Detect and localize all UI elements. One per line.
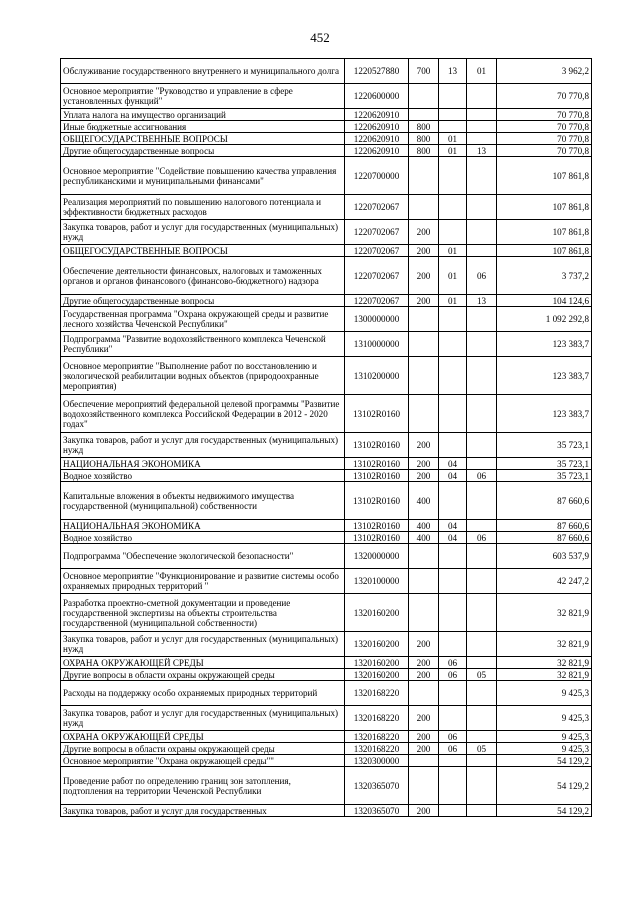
target-article-code-cell: 1320160200 — [345, 594, 409, 632]
item-name-cell: ОБЩЕГОСУДАРСТВЕННЫЕ ВОПРОСЫ — [61, 245, 345, 257]
subsection-cell — [467, 632, 497, 657]
table-row — [61, 755, 592, 767]
amount-cell: 70 770,8 — [497, 121, 592, 133]
item-name-cell: Государственная программа "Охрана окружающей среды и развитие лесного хозяйства Чеченской Республики" — [61, 307, 345, 332]
target-article-code-cell: 1320365070 — [345, 805, 409, 817]
amount-cell: 54 129,2 — [497, 767, 592, 805]
table-row — [61, 544, 592, 569]
target-article-code-cell: 1320168220 — [345, 743, 409, 755]
subsection-cell — [467, 133, 497, 145]
section-cell: 06 — [439, 669, 467, 681]
item-name-cell: Реализация мероприятий по повышению налогового потенциала и эффективности бюджетных расходов — [61, 195, 345, 220]
item-name-cell: Другие вопросы в области охраны окружающей среды — [61, 743, 345, 755]
amount-cell: 1 092 292,8 — [497, 307, 592, 332]
table-row — [61, 805, 592, 817]
amount-cell: 35 723,1 — [497, 458, 592, 470]
section-cell — [439, 569, 467, 594]
table-row — [61, 731, 592, 743]
table-row — [61, 594, 592, 632]
section-cell: 04 — [439, 470, 467, 482]
section-cell: 13 — [439, 59, 467, 84]
section-cell — [439, 544, 467, 569]
section-cell — [439, 594, 467, 632]
target-article-code-cell: 13102R0160 — [345, 458, 409, 470]
target-article-code-cell: 1320160200 — [345, 657, 409, 669]
item-name-cell: Водное хозяйство — [61, 532, 345, 544]
subsection-cell: 06 — [467, 257, 497, 295]
table-row — [61, 295, 592, 307]
subsection-cell — [467, 195, 497, 220]
subsection-cell — [467, 332, 497, 357]
table-row — [61, 669, 592, 681]
expense-type-cell: 200 — [409, 220, 439, 245]
target-article-code-cell: 1320168220 — [345, 681, 409, 706]
expense-type-cell — [409, 357, 439, 395]
subsection-cell — [467, 433, 497, 458]
target-article-code-cell: 1310200000 — [345, 357, 409, 395]
item-name-cell: Разработка проектно-сметной документации и проведение государственной экспертизы на объекты строительства государственной (муниципальной собственности) — [61, 594, 345, 632]
target-article-code-cell: 1220620910 — [345, 109, 409, 121]
amount-cell: 54 129,2 — [497, 805, 592, 817]
table-row — [61, 195, 592, 220]
item-name-cell: Закупка товаров, работ и услуг для государственных (муниципальных) нужд — [61, 433, 345, 458]
subsection-cell — [467, 220, 497, 245]
expense-type-cell: 200 — [409, 433, 439, 458]
target-article-code-cell: 1300000000 — [345, 307, 409, 332]
table-row — [61, 332, 592, 357]
subsection-cell — [467, 544, 497, 569]
table-row — [61, 520, 592, 532]
table-row — [61, 569, 592, 594]
item-name-cell: Закупка товаров, работ и услуг для государственных (муниципальных) нужд — [61, 632, 345, 657]
table-row — [61, 681, 592, 706]
expense-type-cell — [409, 109, 439, 121]
subsection-cell — [467, 395, 497, 433]
target-article-code-cell: 1320168220 — [345, 706, 409, 731]
subsection-cell: 06 — [467, 532, 497, 544]
target-article-code-cell: 1310000000 — [345, 332, 409, 357]
amount-cell: 107 861,8 — [497, 157, 592, 195]
amount-cell: 70 770,8 — [497, 109, 592, 121]
subsection-cell: 06 — [467, 470, 497, 482]
target-article-code-cell: 13102R0160 — [345, 395, 409, 433]
subsection-cell — [467, 121, 497, 133]
table-row — [61, 157, 592, 195]
subsection-cell — [467, 245, 497, 257]
target-article-code-cell: 1320000000 — [345, 544, 409, 569]
subsection-cell — [467, 805, 497, 817]
item-name-cell: Обслуживание государственного внутреннего и муниципального долга — [61, 59, 345, 84]
target-article-code-cell: 1220702067 — [345, 245, 409, 257]
table-row — [61, 767, 592, 805]
amount-cell: 32 821,9 — [497, 594, 592, 632]
section-cell: 04 — [439, 458, 467, 470]
expense-type-cell — [409, 195, 439, 220]
expense-type-cell: 400 — [409, 482, 439, 520]
subsection-cell — [467, 731, 497, 743]
item-name-cell: Проведение работ по определению границ зон затопления, подтопления на территории Чеченской Республики — [61, 767, 345, 805]
table-row — [61, 657, 592, 669]
target-article-code-cell: 1220620910 — [345, 133, 409, 145]
expense-type-cell: 400 — [409, 520, 439, 532]
subsection-cell: 05 — [467, 743, 497, 755]
section-cell: 04 — [439, 532, 467, 544]
section-cell — [439, 395, 467, 433]
section-cell — [439, 805, 467, 817]
target-article-code-cell: 1220702067 — [345, 257, 409, 295]
amount-cell: 3 737,2 — [497, 257, 592, 295]
item-name-cell: Расходы на поддержку особо охраняемых природных территорий — [61, 681, 345, 706]
target-article-code-cell: 1220600000 — [345, 84, 409, 109]
amount-cell: 87 660,6 — [497, 520, 592, 532]
section-cell — [439, 84, 467, 109]
section-cell — [439, 433, 467, 458]
section-cell — [439, 332, 467, 357]
section-cell — [439, 357, 467, 395]
subsection-cell: 05 — [467, 669, 497, 681]
item-name-cell: Подпрограмма "Развитие водохозяйственного комплекса Чеченской Республики" — [61, 332, 345, 357]
target-article-code-cell: 1220702067 — [345, 295, 409, 307]
section-cell: 01 — [439, 133, 467, 145]
target-article-code-cell: 1320300000 — [345, 755, 409, 767]
section-cell: 06 — [439, 657, 467, 669]
target-article-code-cell: 1320160200 — [345, 632, 409, 657]
item-name-cell: Подпрограмма "Обеспечение экологической безопасности" — [61, 544, 345, 569]
expense-type-cell — [409, 569, 439, 594]
expense-type-cell: 800 — [409, 145, 439, 157]
section-cell — [439, 109, 467, 121]
section-cell: 06 — [439, 743, 467, 755]
subsection-cell — [467, 755, 497, 767]
table-row — [61, 458, 592, 470]
section-cell — [439, 706, 467, 731]
expense-type-cell: 800 — [409, 121, 439, 133]
expense-type-cell — [409, 157, 439, 195]
amount-cell: 9 425,3 — [497, 706, 592, 731]
expense-type-cell: 200 — [409, 257, 439, 295]
amount-cell: 87 660,6 — [497, 532, 592, 544]
section-cell — [439, 632, 467, 657]
subsection-cell — [467, 706, 497, 731]
expense-type-cell: 200 — [409, 706, 439, 731]
expense-type-cell: 700 — [409, 59, 439, 84]
table-row — [61, 743, 592, 755]
subsection-cell — [467, 569, 497, 594]
expense-type-cell — [409, 681, 439, 706]
expense-type-cell: 200 — [409, 295, 439, 307]
subsection-cell — [467, 657, 497, 669]
table-row — [61, 145, 592, 157]
amount-cell: 123 383,7 — [497, 357, 592, 395]
section-cell: 01 — [439, 295, 467, 307]
expense-type-cell — [409, 594, 439, 632]
amount-cell: 70 770,8 — [497, 84, 592, 109]
table-row — [61, 109, 592, 121]
target-article-code-cell: 13102R0160 — [345, 433, 409, 458]
target-article-code-cell: 1220702067 — [345, 195, 409, 220]
expense-type-cell — [409, 307, 439, 332]
target-article-code-cell: 1220620910 — [345, 121, 409, 133]
target-article-code-cell: 13102R0160 — [345, 482, 409, 520]
expense-type-cell: 200 — [409, 245, 439, 257]
table-row — [61, 307, 592, 332]
item-name-cell: Закупка товаров, работ и услуг для государственных (муниципальных) нужд — [61, 706, 345, 731]
section-cell: 01 — [439, 145, 467, 157]
section-cell: 01 — [439, 257, 467, 295]
expense-type-cell: 400 — [409, 532, 439, 544]
target-article-code-cell: 13102R0160 — [345, 532, 409, 544]
section-cell — [439, 767, 467, 805]
item-name-cell: НАЦИОНАЛЬНАЯ ЭКОНОМИКА — [61, 458, 345, 470]
table-row — [61, 220, 592, 245]
expense-type-cell — [409, 84, 439, 109]
target-article-code-cell: 1220700000 — [345, 157, 409, 195]
amount-cell: 9 425,3 — [497, 743, 592, 755]
table-row — [61, 59, 592, 84]
amount-cell: 9 425,3 — [497, 731, 592, 743]
item-name-cell: Капитальные вложения в объекты недвижимого имущества государственной (муниципальной) собственности — [61, 482, 345, 520]
item-name-cell: Основное мероприятие "Выполнение работ по восстановлению и экологической реабилитации водных объектов (природоохранные мероприятия) — [61, 357, 345, 395]
amount-cell: 35 723,1 — [497, 433, 592, 458]
subsection-cell — [467, 84, 497, 109]
expense-type-cell — [409, 332, 439, 357]
subsection-cell — [467, 109, 497, 121]
table-row — [61, 257, 592, 295]
section-cell — [439, 220, 467, 245]
amount-cell: 35 723,1 — [497, 470, 592, 482]
table-row — [61, 433, 592, 458]
item-name-cell: Обеспечение мероприятий федеральной целевой программы "Развитие водохозяйственного комплекса Российской Федерации в 2012 - 2020 годах" — [61, 395, 345, 433]
subsection-cell: 13 — [467, 295, 497, 307]
table-row — [61, 395, 592, 433]
item-name-cell: Иные бюджетные ассигнования — [61, 121, 345, 133]
table-row — [61, 121, 592, 133]
amount-cell: 42 247,2 — [497, 569, 592, 594]
expense-type-cell: 200 — [409, 470, 439, 482]
subsection-cell — [467, 482, 497, 520]
table-row — [61, 133, 592, 145]
item-name-cell: Основное мероприятие "Руководство и управление в сфере установленных функций" — [61, 84, 345, 109]
expense-type-cell — [409, 767, 439, 805]
table-row — [61, 357, 592, 395]
section-cell — [439, 755, 467, 767]
section-cell — [439, 307, 467, 332]
expense-type-cell: 200 — [409, 458, 439, 470]
item-name-cell: ОХРАНА ОКРУЖАЮЩЕЙ СРЕДЫ — [61, 657, 345, 669]
subsection-cell: 13 — [467, 145, 497, 157]
table-row — [61, 532, 592, 544]
target-article-code-cell: 13102R0160 — [345, 520, 409, 532]
subsection-cell — [467, 307, 497, 332]
amount-cell: 9 425,3 — [497, 681, 592, 706]
table-row — [61, 470, 592, 482]
section-cell — [439, 195, 467, 220]
subsection-cell — [467, 357, 497, 395]
amount-cell: 104 124,6 — [497, 295, 592, 307]
amount-cell: 70 770,8 — [497, 145, 592, 157]
expense-type-cell: 200 — [409, 743, 439, 755]
amount-cell: 70 770,8 — [497, 133, 592, 145]
item-name-cell: Основное мероприятие "Охрана окружающей среды"" — [61, 755, 345, 767]
amount-cell: 3 962,2 — [497, 59, 592, 84]
item-name-cell: Закупка товаров, работ и услуг для государственных — [61, 805, 345, 817]
item-name-cell: Обеспечение деятельности финансовых, налоговых и таможенных органов и органов финансового (финансово-бюджетного) надзора — [61, 257, 345, 295]
section-cell — [439, 681, 467, 706]
subsection-cell — [467, 157, 497, 195]
section-cell — [439, 121, 467, 133]
target-article-code-cell: 1220527880 — [345, 59, 409, 84]
target-article-code-cell: 1320100000 — [345, 569, 409, 594]
subsection-cell — [467, 767, 497, 805]
item-name-cell: ОБЩЕГОСУДАРСТВЕННЫЕ ВОПРОСЫ — [61, 133, 345, 145]
section-cell: 06 — [439, 731, 467, 743]
item-name-cell: Другие вопросы в области охраны окружающей среды — [61, 669, 345, 681]
table-row — [61, 84, 592, 109]
budget-table — [60, 58, 592, 817]
section-cell — [439, 482, 467, 520]
target-article-code-cell: 13102R0160 — [345, 470, 409, 482]
target-article-code-cell: 1320168220 — [345, 731, 409, 743]
target-article-code-cell: 1320365070 — [345, 767, 409, 805]
subsection-cell — [467, 458, 497, 470]
target-article-code-cell: 1320160200 — [345, 669, 409, 681]
amount-cell: 603 537,9 — [497, 544, 592, 569]
expense-type-cell: 800 — [409, 133, 439, 145]
item-name-cell: Основное мероприятие "Содействие повышению качества управления республиканскими и муниципальными финансами" — [61, 157, 345, 195]
expense-type-cell — [409, 755, 439, 767]
item-name-cell: ОХРАНА ОКРУЖАЮЩЕЙ СРЕДЫ — [61, 731, 345, 743]
subsection-cell — [467, 594, 497, 632]
amount-cell: 32 821,9 — [497, 632, 592, 657]
amount-cell: 123 383,7 — [497, 395, 592, 433]
amount-cell: 87 660,6 — [497, 482, 592, 520]
target-article-code-cell: 1220702067 — [345, 220, 409, 245]
expense-type-cell: 200 — [409, 669, 439, 681]
amount-cell: 123 383,7 — [497, 332, 592, 357]
item-name-cell: Водное хозяйство — [61, 470, 345, 482]
item-name-cell: Уплата налога на имущество организаций — [61, 109, 345, 121]
section-cell — [439, 157, 467, 195]
table-row — [61, 245, 592, 257]
table-row — [61, 632, 592, 657]
page-number: 452 — [310, 30, 330, 45]
table-row — [61, 482, 592, 520]
amount-cell: 107 861,8 — [497, 195, 592, 220]
amount-cell: 32 821,9 — [497, 669, 592, 681]
expense-type-cell: 200 — [409, 731, 439, 743]
subsection-cell — [467, 681, 497, 706]
expense-type-cell: 200 — [409, 657, 439, 669]
section-cell: 04 — [439, 520, 467, 532]
item-name-cell: Основное мероприятие "Функционирование и развитие системы особо охраняемых природных территорий " — [61, 569, 345, 594]
section-cell: 01 — [439, 245, 467, 257]
table-row — [61, 706, 592, 731]
subsection-cell — [467, 520, 497, 532]
expense-type-cell — [409, 395, 439, 433]
item-name-cell: Другие общегосударственные вопросы — [61, 295, 345, 307]
expense-type-cell: 200 — [409, 632, 439, 657]
amount-cell: 107 861,8 — [497, 245, 592, 257]
subsection-cell: 01 — [467, 59, 497, 84]
amount-cell: 107 861,8 — [497, 220, 592, 245]
item-name-cell: Закупка товаров, работ и услуг для государственных (муниципальных) нужд — [61, 220, 345, 245]
amount-cell: 32 821,9 — [497, 657, 592, 669]
target-article-code-cell: 1220620910 — [345, 145, 409, 157]
item-name-cell: Другие общегосударственные вопросы — [61, 145, 345, 157]
budget-table-body — [61, 59, 592, 817]
item-name-cell: НАЦИОНАЛЬНАЯ ЭКОНОМИКА — [61, 520, 345, 532]
expense-type-cell: 200 — [409, 805, 439, 817]
amount-cell: 54 129,2 — [497, 755, 592, 767]
expense-type-cell — [409, 544, 439, 569]
